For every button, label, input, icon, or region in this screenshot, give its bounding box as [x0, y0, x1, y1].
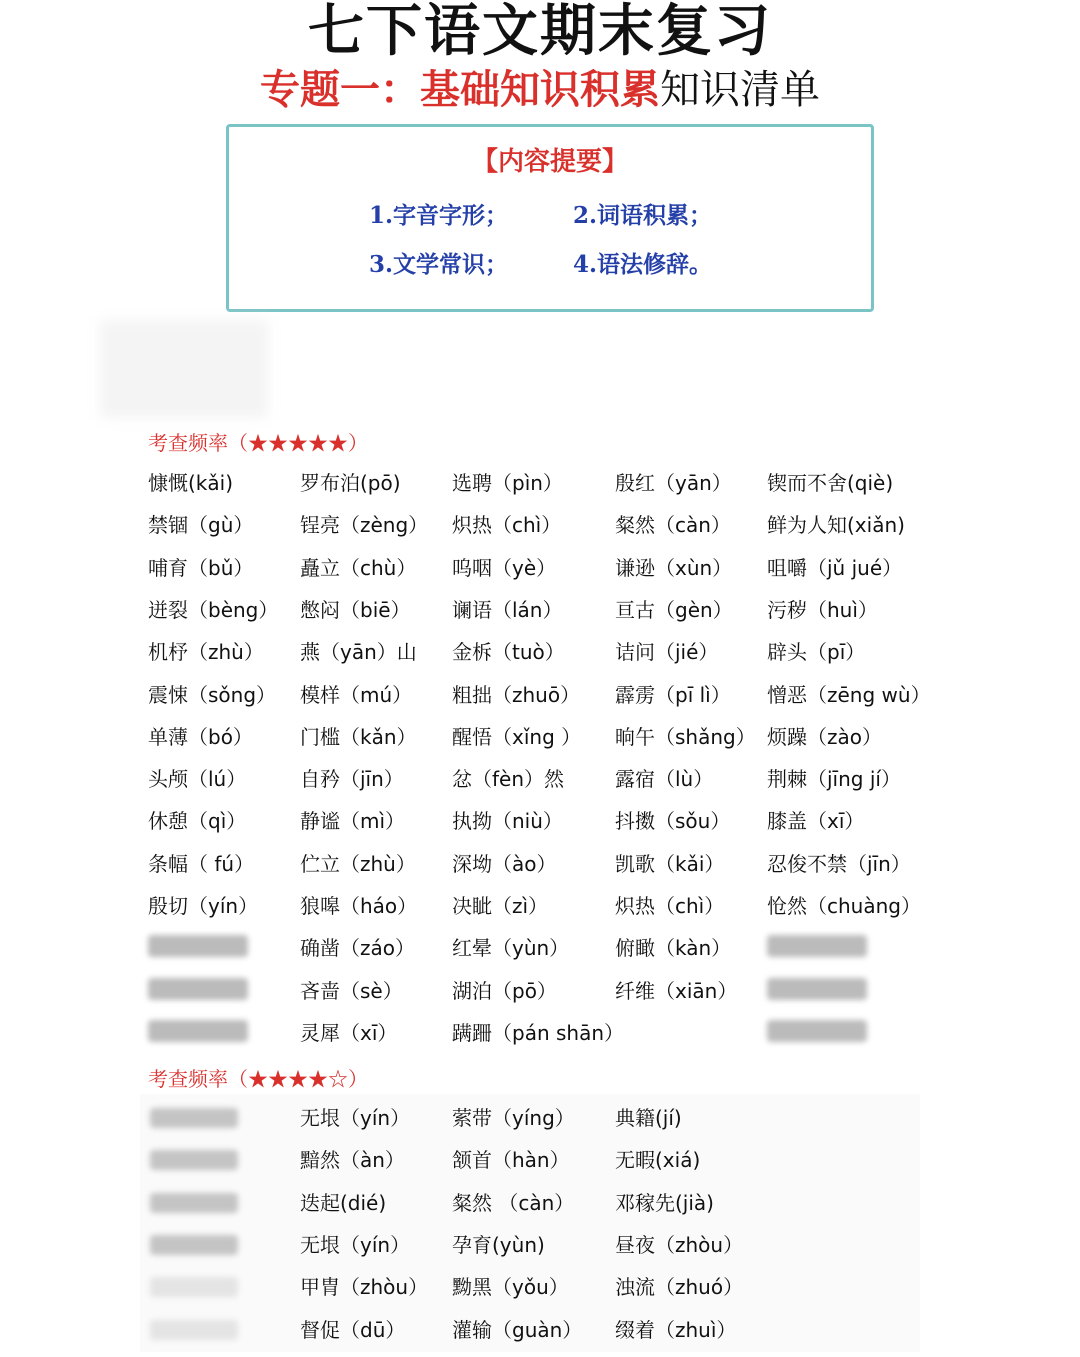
vocab-entry: 黝黑（yǒu） — [452, 1275, 569, 1300]
vocab-entry: 憋闷（biē） — [300, 597, 411, 622]
vocab-entry: 忿（fèn）然 — [452, 767, 565, 792]
vocab-entry: 执拗（niù） — [452, 809, 563, 834]
vocab-entry: 污秽（huì） — [767, 597, 878, 622]
blurred-entry — [150, 1193, 238, 1213]
vocab-entry: 禁锢（gù） — [148, 513, 254, 538]
vocab-entry: 殷红（yān） — [615, 471, 732, 495]
vocab-entry: 俯瞰（kàn） — [615, 936, 732, 961]
blurred-entry — [150, 1277, 238, 1297]
vocab-entry: 静谧（mì） — [300, 809, 406, 834]
vocab-entry: 怆然（chuàng） — [767, 894, 921, 918]
vocab-entry: 灵犀（xī） — [300, 1020, 398, 1045]
vocab-entry: 诘问（jié） — [615, 640, 719, 665]
vocab-entry: 膝盖（xī） — [767, 809, 865, 834]
vocab-entry: 缀着（zhuì） — [615, 1317, 737, 1342]
vocab-entry: 纤维（xiān） — [615, 978, 738, 1003]
vocab-entry: 粲然（càn） — [615, 513, 731, 538]
vocab-entry: 荆棘（jīng jí） — [767, 767, 901, 792]
blurred-entry — [148, 978, 248, 1000]
frequency-label-four-star: 考查频率（★★★★☆） — [148, 1067, 368, 1091]
vocab-entry: 邓稼先(jià) — [615, 1190, 714, 1215]
vocab-entry: 无垠（yín） — [300, 1232, 411, 1257]
blurred-entry — [150, 1150, 238, 1170]
vocab-entry: 门槛（kǎn） — [300, 724, 417, 749]
blurred-entry — [767, 978, 867, 1000]
vocab-entry: 炽热（chì） — [615, 894, 725, 918]
vocab-entry: 炽热（chì） — [452, 513, 562, 538]
vocab-entry: 红晕（yùn） — [452, 936, 570, 961]
vocab-entry: 头颅（lú） — [148, 767, 247, 792]
vocab-entry: 抖擞（sǒu） — [615, 809, 731, 834]
summary-heading: 【内容提要】 — [471, 147, 628, 177]
vocab-entry: 晌午（shǎng） — [615, 724, 756, 749]
blurred-entry — [148, 935, 248, 957]
vocab-entry: 自矜（jīn） — [300, 767, 404, 792]
vocab-entry: 醒悟（xǐng ） — [452, 724, 582, 749]
vocab-entry: 昼夜（zhòu） — [615, 1232, 744, 1257]
vocab-entry: 燕（yān）山 — [300, 640, 417, 665]
vocab-entry: 吝啬（sè） — [300, 978, 403, 1003]
subtitle-topic: 专题一：基础知识积累 — [260, 67, 660, 113]
vocab-entry: 金柝（tuò） — [452, 640, 565, 665]
vocab-entry: 狼嗥（háo） — [300, 894, 418, 918]
blurred-entry — [767, 1020, 867, 1042]
vocab-entry: 矗立（chù） — [300, 555, 417, 580]
blurred-entry — [148, 1020, 248, 1042]
page-subtitle — [0, 64, 1080, 116]
vocab-entry: 深坳（ào） — [452, 851, 557, 876]
vocab-entry: 烦躁（zào） — [767, 724, 882, 749]
vocab-entry: 震悚（sǒng） — [148, 682, 277, 707]
vocab-entry: 甲胄（zhòu） — [300, 1275, 429, 1300]
vocab-entry: 无垠（yín） — [300, 1106, 411, 1130]
vocab-entry: 伫立（zhù） — [300, 851, 416, 876]
vocab-entry: 粗拙（zhuō） — [452, 682, 581, 707]
vocab-entry: 咀嚼（jǔ jué） — [767, 555, 903, 580]
vocab-entry: 决眦（zì） — [452, 894, 549, 918]
vocab-entry: 无暇(xiá) — [615, 1148, 701, 1173]
vocab-entry: 休憩（qì） — [148, 809, 247, 834]
vocab-entry: 殷切（yín） — [148, 894, 259, 918]
vocab-entry: 萦带（yíng） — [452, 1106, 575, 1130]
vocab-entry: 霹雳（pī lì） — [615, 682, 731, 707]
vocab-entry: 鲜为人知(xiǎn) — [767, 513, 905, 538]
vocab-entry: 慷慨(kǎi) — [148, 471, 233, 495]
vocab-entry: 罗布泊(pō) — [300, 471, 401, 495]
vocab-entry: 憎恶（zēng wù） — [767, 682, 931, 707]
vocab-entry: 锲而不舍(qiè) — [767, 471, 894, 495]
vocab-entry: 亘古（gèn） — [615, 597, 733, 622]
blurred-watermark — [100, 320, 268, 418]
vocab-entry: 蹒跚（pán shān） — [452, 1020, 625, 1045]
summary-item: 4.语法修辞。 — [573, 251, 713, 278]
subtitle-suffix: 知识清单 — [660, 67, 820, 113]
vocab-entry: 黯然（àn） — [300, 1148, 405, 1173]
summary-item: 3.文学常识； — [369, 251, 509, 278]
frequency-label-five-star: 考查频率（★★★★★） — [148, 431, 368, 455]
vocab-entry: 露宿（lù） — [615, 767, 714, 792]
vocab-entry: 锃亮（zèng） — [300, 513, 429, 538]
vocab-entry: 机杼（zhù） — [148, 640, 264, 665]
vocab-entry: 选聘（pìn） — [452, 471, 563, 495]
vocab-entry: 湖泊（pō） — [452, 978, 557, 1003]
blurred-entry — [150, 1108, 238, 1128]
vocab-entry: 孕育(yùn) — [452, 1232, 545, 1257]
vocab-entry: 确凿（záo） — [300, 936, 415, 961]
vocab-entry: 典籍(jí) — [615, 1106, 682, 1130]
vocab-entry: 辟头（pī） — [767, 640, 866, 665]
vocab-entry: 迭起(dié) — [300, 1190, 387, 1215]
vocab-entry: 谰语（lán） — [452, 597, 563, 622]
vocab-entry: 呜咽（yè） — [452, 555, 557, 580]
blurred-entry — [767, 935, 867, 957]
vocab-entry: 颔首（hàn） — [452, 1148, 570, 1173]
vocab-entry: 迸裂（bèng） — [148, 597, 279, 622]
page-title: 七下语文期末复习 — [308, 0, 772, 64]
vocab-entry: 哺育（bǔ） — [148, 555, 254, 580]
summary-item: 2.词语积累； — [573, 202, 713, 229]
section-background — [140, 1094, 920, 1352]
summary-item: 1.字音字形； — [369, 202, 509, 229]
blurred-entry — [150, 1235, 238, 1255]
blurred-entry — [150, 1320, 238, 1340]
vocab-entry: 谦逊（xùn） — [615, 555, 733, 580]
vocab-entry: 模样（mú） — [300, 682, 413, 707]
vocab-entry: 督促（dū） — [300, 1317, 406, 1342]
vocab-entry: 灌输（guàn） — [452, 1317, 583, 1342]
vocab-entry: 忍俊不禁（jīn） — [767, 851, 911, 876]
vocab-entry: 浊流（zhuó） — [615, 1275, 744, 1300]
vocab-entry: 单薄（bó） — [148, 724, 253, 749]
content-summary-box — [226, 124, 874, 312]
vocab-entry: 条幅（ fú） — [148, 851, 255, 876]
vocab-entry: 凯歌（kǎi） — [615, 851, 725, 876]
vocab-entry: 粲然 （càn） — [452, 1190, 575, 1215]
